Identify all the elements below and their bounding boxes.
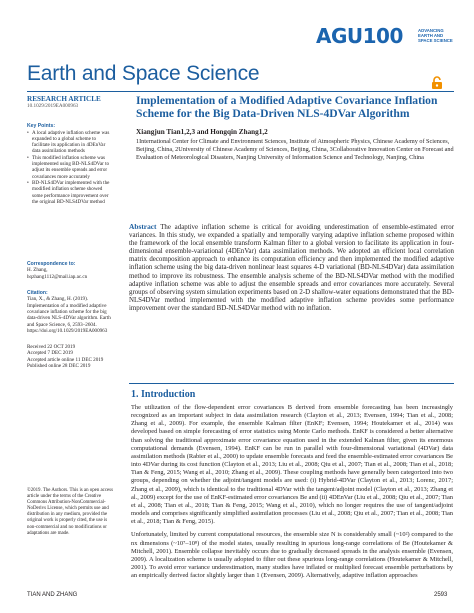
- intro-paragraph: The utilization of the flow-dependent error covariances B derived from ensemble forecasting has been increasingly recognized as an important subject in data assimilation research (Clayton et al., 2013; Evensen, 1994; Tian et al., 2008; Zhang et al., 2009). For example, the ensemble Kalman filter (EnKF; Evensen, 1994; Houtekamer et al., 2014) was developed based on simple forecasting of error statistics using Monte Carlo methods. EnKF is considered a better alternative than solving the traditional approximate error covariance equation used in the extended Kalman filter, given its enormous computational demands (Evensen, 1994). EnKF can be run in parallel with four-dimensional variational (4DVar) data assimilation methods (Rabier et al., 2000) to update ensemble forecasts and feed the ensemble-estimated error covariances Be into 4DVar during its cost function (Clayton et al., 2013; Liu et al., 2008; Qiu et al., 2007; Tian et al., 2008; Tian et al., 2018; Tian & Feng, 2015; Wang et al., 2010; Zhang et al., 2009). These coupling methods have generally been categorized into two groups, depending on whether the adjoint/tangent models are used: (i) Hybrid-4DVar (Clayton et al., 2013; Lorenc, 2017; Zhang et al., 2009), which is identical to the traditional 4DVar with the tangent/adjoint model (Clayton et al., 2013; Zhang et al., 2009) except for the use of EnKF-estimated error covariances Be and (ii) 4DEnVar (Liu et al., 2008; Qiu et al., 2007; Tian et al., 2008; Tian et al., 2018; Tian & Feng, 2015; Wang et al., 2010), which no longer requires the use of tangent/adjoint models and comprises significantly simplified assimilation processes (Liu et al., 2008; Qiu et al., 2007; Tian et al., 2008; Tian et al., 2018; Tian & Feng, 2015).: [131, 404, 453, 526]
- logo-tagline: ADVANCING EARTH AND SPACE SCIENCE: [418, 28, 453, 43]
- section-heading: 1. Introduction: [131, 389, 196, 400]
- page-number: 2593: [434, 592, 448, 598]
- abstract-label: Abstract: [129, 222, 157, 231]
- sidebar: [27, 95, 114, 369]
- key-point: • BD-NLS4DVar implemented with the modified inflation scheme showed some performance improvement over the original BD-NLS4DVar method: [27, 180, 114, 205]
- key-point: • A local adaptive inflation scheme was expanded to a global scheme to facilitate its application in 4DEnVar data assimilation methods: [27, 130, 114, 155]
- key-points-heading: Key Points:: [27, 123, 56, 130]
- introduction-body: [131, 404, 453, 580]
- journal-title[interactable]: Earth and Space Science: [27, 62, 260, 85]
- section-rule: [129, 383, 454, 384]
- logo-wordmark: AGU100: [316, 24, 403, 48]
- doi[interactable]: 10.1029/2019EA000963: [27, 103, 79, 109]
- copyright-notice: ©2019. The Authors. This is an open access article under the terms of the Creative Commons Attribution-NonCommercial-NoDerivs License, which permits use and distribution in any medium, provided the original work is properly cited, the use is non-commercial and no modifications or adaptations are made.: [27, 488, 113, 536]
- citation-heading: Citation:: [27, 290, 48, 297]
- paper-title: Implementation of a Modified Adaptive Covariance Inflation Scheme for the Big Data-Driven NLS-4DVar Algorithm: [136, 94, 438, 120]
- citation-text: Tian, X., & Zhang, H. (2019). Implementation of a modified adaptive covariance inflation scheme for the big data-driven NLS-4DVar algorithm. Earth and Space Science, 6, 2593–2604. https://doi.org/10.1029/2019EA000963: [27, 296, 111, 334]
- abstract-text: The adaptive inflation scheme is critical for avoiding underestimation of ensemble-estimated error variances. In this study, we expanded a spatially and temporally varying adaptive inflation scheme proposed within the framework of the local ensemble transform Kalman filter to a global version to facilitate its application in four-dimensional ensemble-variational (4DEnVar) data assimilation methods. We adopted an efficient local correlation matrix decomposition approach to enhance its computation efficiency and then implemented the modified adaptive inflation scheme using the big data-driven nonlinear least squares 4-D variational (BD-NLS4DVar) data assimilation method to improve its robustness. The ensemble analysis scheme of the BD-NLS4DVar method with the modified adaptive inflation scheme was able to adjust the ensemble spreads and error covariances more accurately. Several groups of observing system simulation experiments based on 2-D shallow-water equations demonstrated that the BD-NLS4DVar method implemented with the modified adaptive inflation scheme provides some performance improvement over the standard BD-NLS4DVar method with no inflation.: [129, 224, 454, 312]
- key-points-list: [27, 130, 114, 206]
- abstract: [129, 223, 454, 313]
- correspondence-heading: Correspondence to:: [27, 261, 76, 268]
- article-type: RESEARCH ARTICLE: [27, 95, 101, 103]
- accepted-date: Accepted 7 DEC 2019: [27, 350, 73, 357]
- intro-paragraph: Unfortunately, limited by current computational resources, the ensemble size N is considerably small (~10²) compared to the nx dimensions (~10⁷–10⁸) of the model states, usually resulting in spurious long-range correlations of Be (Houtekamer & Mitchell, 2001). Ensemble collapse inevitably occurs due to gradually decreased spreads in the analysis ensemble (Evensen, 2009). A localization scheme is usually adopted to filter out these spurious long-range correlations (Houtekamer & Mitchell, 2001). To avoid error variance underestimation, many studies have inflated or multiplied forecast ensemble perturbations by an empirically derived factor slightly larger than 1 (Evensen, 2009). Alternatively, adaptive inflation approaches: [131, 531, 453, 580]
- online-date: Accepted article online 11 DEC 2019: [27, 356, 104, 363]
- correspondence-email[interactable]: hqzhang1112@mail.iap.ac.cn: [27, 273, 88, 280]
- published-date: Published online 28 DEC 2019: [27, 363, 91, 370]
- agu100-logo: [316, 24, 466, 48]
- authors: Xiangjun Tian1,2,3 and Hongqin Zhang1,2: [136, 128, 268, 137]
- correspondence-name: H. Zhang,: [27, 267, 48, 274]
- footer-authors: TIAN AND ZHANG: [27, 592, 78, 598]
- key-point: • This modified inflation scheme was implemented using BD-NLS4DVar to adjust its ensemble spreads and error covariances more accurately: [27, 155, 114, 180]
- title-block: [136, 87, 454, 162]
- received-date: Received 22 OCT 2019: [27, 344, 76, 351]
- affiliations: 1International Center for Climate and Environment Sciences, Institute of Atmospheric Physics, Chinese Academy of Sciences, Beijing, China, 2University of Chinese Academy of Sciences, Beijing, China, 3Collaborative Innovation Center on Forecast and Evaluation of Meteorological Disasters, Nanjing University of Information Science and Technology, Nanjing, China: [136, 138, 454, 162]
